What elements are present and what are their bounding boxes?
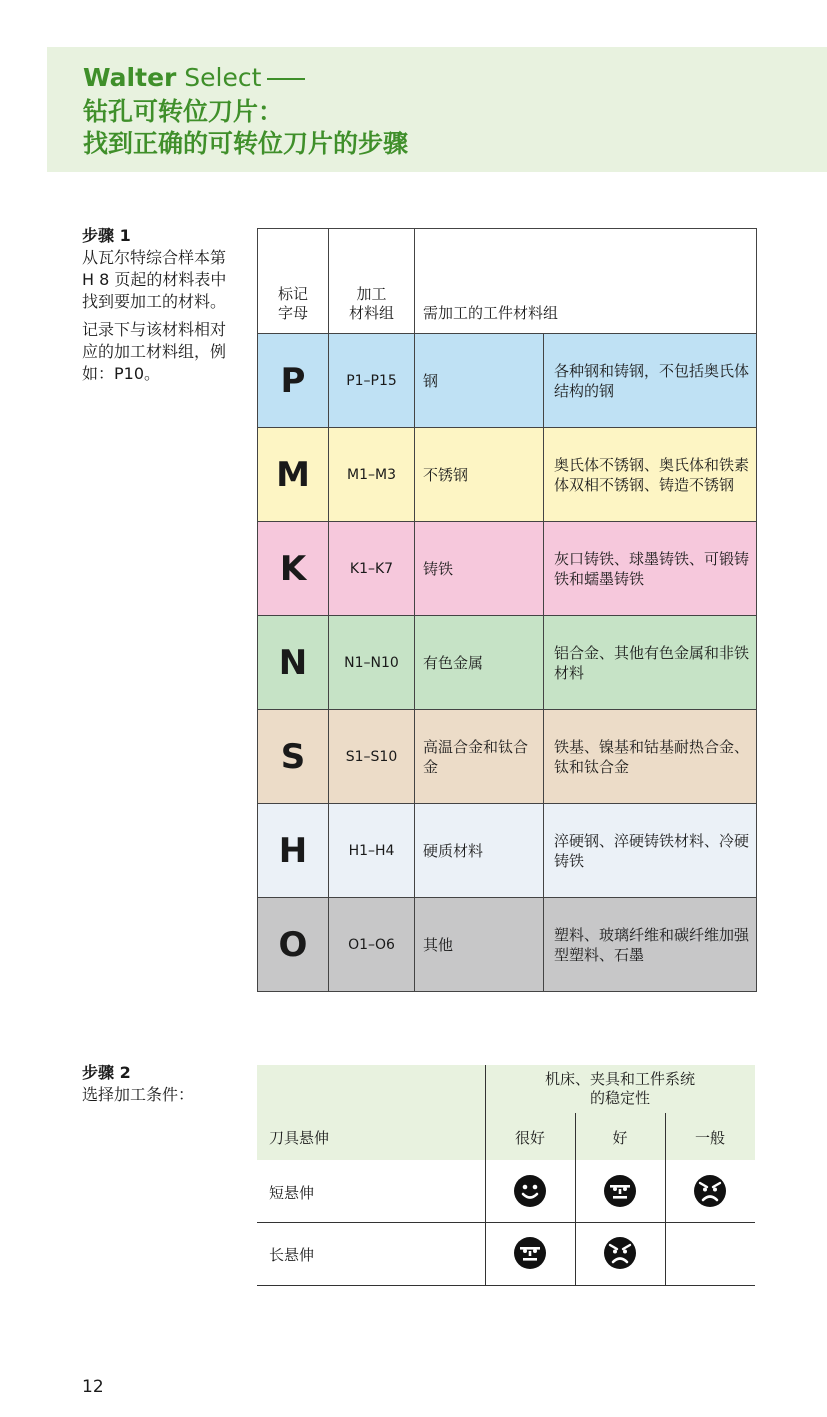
stability-header-line-2: 的稳定性	[589, 1089, 650, 1107]
material-letter: M	[258, 428, 329, 522]
overhang-header: 刀具悬伸	[269, 1129, 330, 1147]
material-group: O1–O6	[329, 898, 415, 992]
step2-title: 步骤 2	[82, 1063, 131, 1082]
material-name: 不锈钢	[415, 428, 544, 522]
header-letter: 标记 字母	[258, 229, 329, 334]
step2-paragraph: 选择加工条件：	[82, 1085, 195, 1104]
material-name: 硬质材料	[415, 804, 544, 898]
table-row	[258, 428, 757, 522]
col-average: 一般	[694, 1129, 725, 1147]
brand-walter: Walter	[83, 63, 177, 92]
table-row	[258, 710, 757, 804]
material-table-body	[258, 334, 757, 992]
brand-select: Select	[176, 63, 262, 92]
frowning-face-icon	[693, 1174, 727, 1208]
material-group: S1–S10	[329, 710, 415, 804]
machining-conditions-table	[257, 1065, 755, 1287]
divider	[257, 1222, 755, 1223]
stability-header	[485, 1070, 755, 1108]
material-name: 钢	[415, 334, 544, 428]
material-description: 铝合金、其他有色金属和非铁材料	[544, 616, 757, 710]
material-groups-table	[257, 228, 757, 992]
step1-text	[82, 225, 232, 385]
material-letter: P	[258, 334, 329, 428]
title-dash	[267, 78, 305, 80]
step1-paragraph-2: 记录下与该材料相对应的加工材料组，例如：P10。	[82, 320, 227, 383]
smiling-face-icon	[513, 1174, 547, 1208]
step1-paragraph-1: 从瓦尔特综合样本第 H 8 页起的材料表中找到要加工的材料。	[82, 248, 227, 311]
table-row	[258, 898, 757, 992]
row-label-long-overhang: 长悬伸	[269, 1246, 315, 1264]
stability-header-line-1: 机床、夹具和工件系统	[544, 1070, 695, 1088]
material-group: K1–K7	[329, 522, 415, 616]
col-good: 好	[612, 1129, 628, 1147]
material-name: 其他	[415, 898, 544, 992]
material-letter: S	[258, 710, 329, 804]
material-description: 各种钢和铸钢，不包括奥氏体结构的钢	[544, 334, 757, 428]
material-letter: O	[258, 898, 329, 992]
material-name: 铸铁	[415, 522, 544, 616]
page-number: 12	[82, 1377, 104, 1397]
material-group: P1–P15	[329, 334, 415, 428]
header-banner	[47, 47, 827, 172]
material-name: 高温合金和钛合金	[415, 710, 544, 804]
material-letter: H	[258, 804, 329, 898]
material-letter: K	[258, 522, 329, 616]
material-description: 淬硬钢、淬硬铸铁材料、冷硬铸铁	[544, 804, 757, 898]
material-description: 塑料、玻璃纤维和碳纤维加强型塑料、石墨	[544, 898, 757, 992]
frowning-face-icon	[603, 1236, 637, 1270]
brand-title	[83, 63, 305, 92]
title-line-2: 找到正确的可转位刀片的步骤	[83, 129, 409, 158]
table-row	[258, 522, 757, 616]
table-row	[258, 616, 757, 710]
table-row	[258, 804, 757, 898]
material-group: M1–M3	[329, 428, 415, 522]
material-letter: N	[258, 616, 329, 710]
neutral-face-icon	[603, 1174, 637, 1208]
title-line-1: 钻孔可转位刀片：	[83, 97, 284, 126]
table-header-row	[258, 229, 757, 334]
table-row	[258, 334, 757, 428]
step2-text	[82, 1062, 232, 1106]
neutral-face-icon	[513, 1236, 547, 1270]
material-group: N1–N10	[329, 616, 415, 710]
divider	[257, 1285, 755, 1286]
header-workpiece-group: 需加工的工件材料组	[415, 229, 757, 334]
step1-title: 步骤 1	[82, 226, 131, 245]
material-description: 奥氏体不锈钢、奥氏体和铁素体双相不锈钢、铸造不锈钢	[544, 428, 757, 522]
row-label-short-overhang: 短悬伸	[269, 1184, 315, 1202]
col-very-good: 很好	[514, 1129, 545, 1147]
material-description: 铁基、镍基和钴基耐热合金、钛和钛合金	[544, 710, 757, 804]
material-name: 有色金属	[415, 616, 544, 710]
material-group: H1–H4	[329, 804, 415, 898]
material-description: 灰口铸铁、球墨铸铁、可锻铸铁和蠕墨铸铁	[544, 522, 757, 616]
header-material-group: 加工 材料组	[329, 229, 415, 334]
